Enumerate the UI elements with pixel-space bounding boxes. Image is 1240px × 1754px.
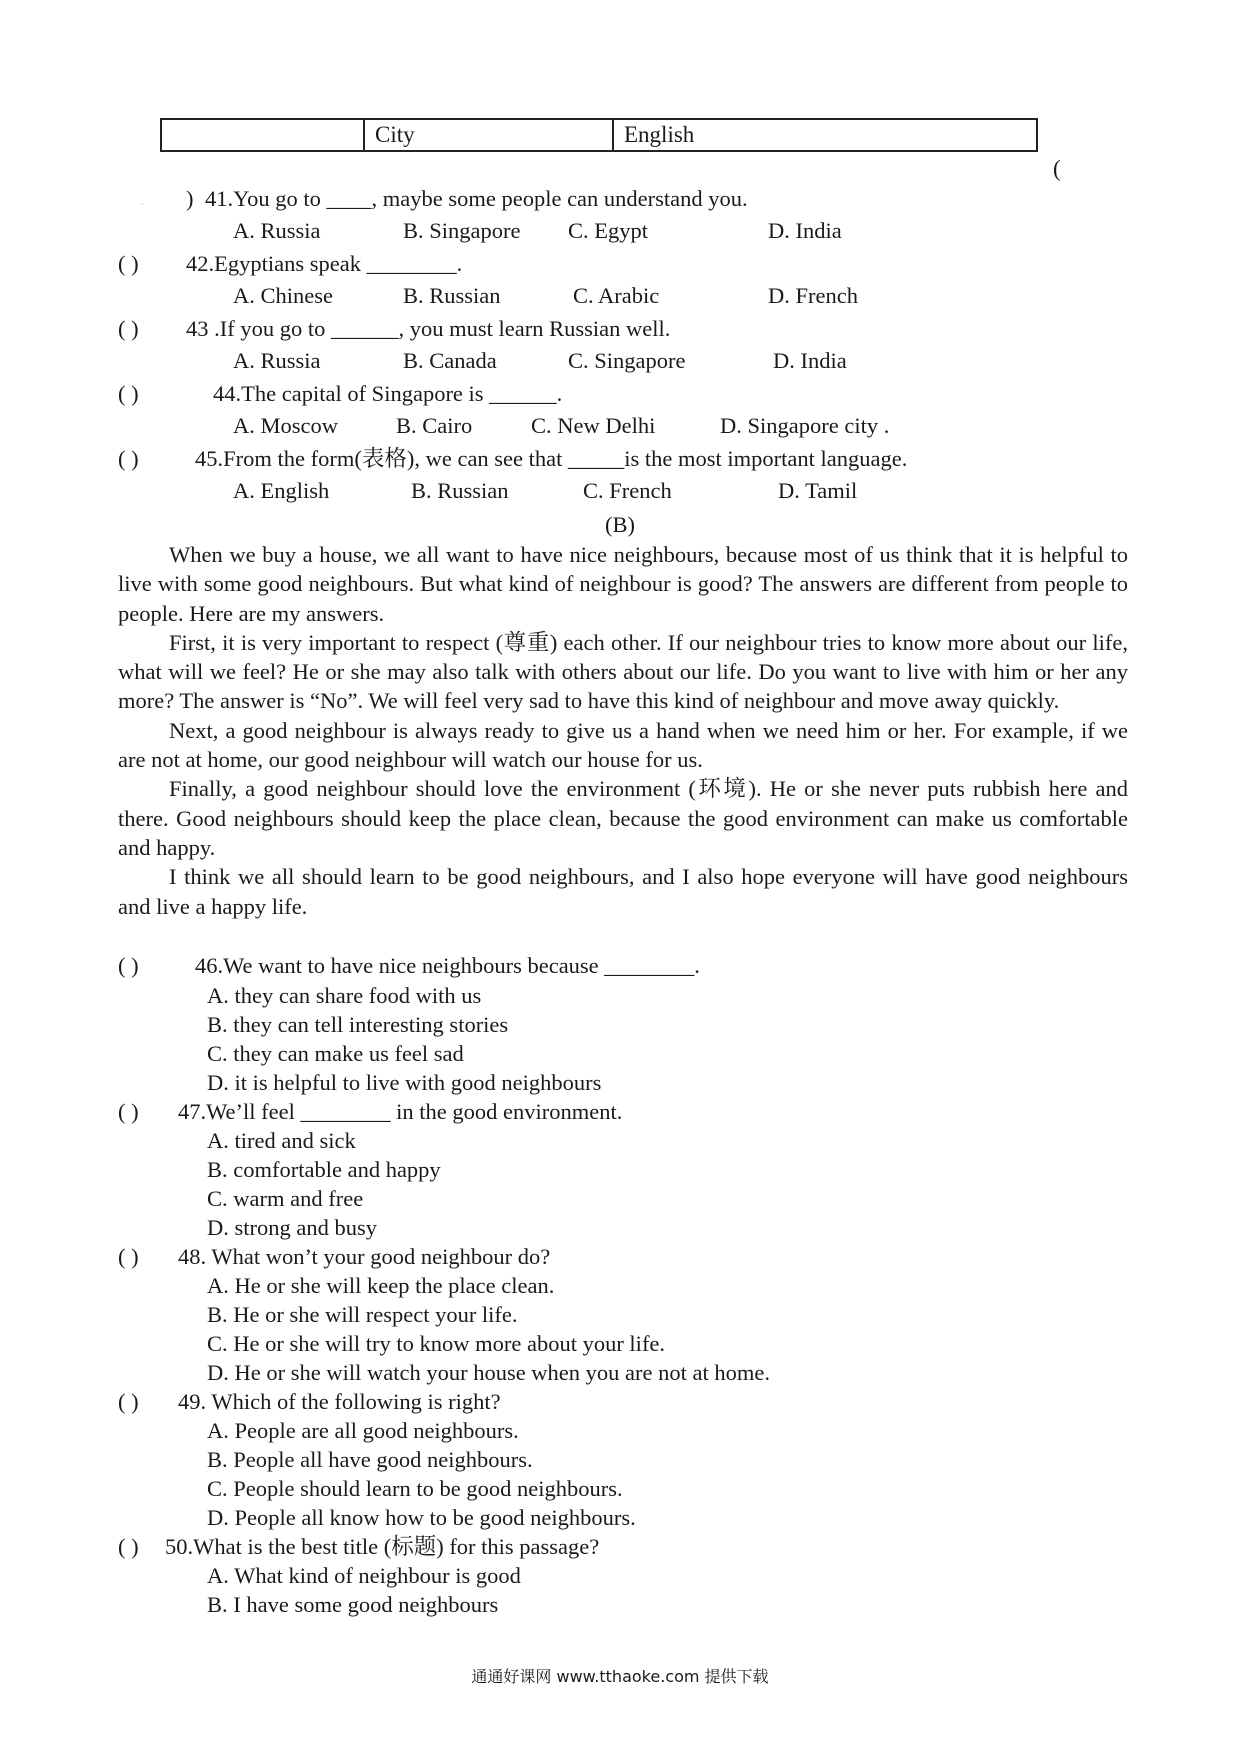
option-b: B. He or she will respect your life. bbox=[207, 1302, 518, 1327]
answer-paren-48: ( ) bbox=[118, 1244, 139, 1269]
option-b: B. Singapore bbox=[403, 218, 521, 243]
page-footer: 通通好课网 www.tthaoke.com 提供下载 bbox=[471, 1667, 769, 1686]
answer-paren-45: ( ) bbox=[118, 446, 139, 471]
option-b: B. Russian bbox=[403, 283, 501, 308]
option-b: B. Cairo bbox=[396, 413, 473, 438]
option-d: D. People all know how to be good neighbours. bbox=[207, 1505, 636, 1530]
reading-passage bbox=[118, 540, 1128, 921]
option-c: C. People should learn to be good neighbours. bbox=[207, 1476, 623, 1501]
passage-paragraph: Finally, a good neighbour should love the environment (环境). He or she never puts rubbish here and there. Good neighbours should keep the place clean, because the good environment can make us comfortable and happy. bbox=[118, 776, 1128, 860]
answer-paren-47: ( ) bbox=[118, 1099, 139, 1124]
option-d: D. strong and busy bbox=[207, 1215, 377, 1240]
question-48-stem: 48. What won’t your good neighbour do? bbox=[178, 1244, 551, 1269]
option-a: A. they can share food with us bbox=[207, 983, 482, 1008]
option-c: C. Arabic bbox=[573, 283, 660, 308]
answer-paren-50: ( ) bbox=[118, 1534, 139, 1559]
option-a: A. Chinese bbox=[233, 283, 333, 308]
table-cell-english: English bbox=[624, 122, 695, 147]
option-d: D. Tamil bbox=[778, 478, 858, 503]
stray-paren: ( bbox=[1053, 156, 1061, 181]
option-a: A. People are all good neighbours. bbox=[207, 1418, 519, 1443]
option-c: C. they can make us feel sad bbox=[207, 1041, 464, 1066]
option-a: A. He or she will keep the place clean. bbox=[207, 1273, 555, 1298]
option-c: C. Egypt bbox=[568, 218, 649, 243]
option-d: D. French bbox=[768, 283, 858, 308]
answer-paren-44: ( ) bbox=[118, 381, 139, 406]
option-b: B. Russian bbox=[411, 478, 509, 503]
option-a: A. Russia bbox=[233, 348, 321, 373]
option-b: B. comfortable and happy bbox=[207, 1157, 441, 1182]
option-d: D. it is helpful to live with good neighbours bbox=[207, 1070, 602, 1095]
answer-paren-41: ) bbox=[186, 186, 194, 211]
answer-paren-42: ( ) bbox=[118, 251, 139, 276]
answer-paren-43: ( ) bbox=[118, 316, 139, 341]
option-b: B. I have some good neighbours bbox=[207, 1592, 499, 1617]
option-a: A. tired and sick bbox=[207, 1128, 356, 1153]
option-a: A. Russia bbox=[233, 218, 321, 243]
option-d: D. India bbox=[768, 218, 842, 243]
passage-paragraph: First, it is very important to respect (尊重) each other. If our neighbour tries to know more about our life, what will we feel? He or she may also talk with others about our life. Do you want to live with him or her any more? The answer is “No”. We will feel very sad to have this kind of neighbour and move away quickly. bbox=[118, 629, 1128, 714]
option-d: D. Singapore city . bbox=[720, 413, 890, 438]
table-cell-city: City bbox=[365, 120, 614, 150]
question-45-stem: 45.From the form(表格), we can see that _____is the most important language. bbox=[195, 446, 908, 471]
question-46-stem: 46.We want to have nice neighbours because ________. bbox=[195, 953, 700, 978]
option-b: B. Canada bbox=[403, 348, 497, 373]
option-c: C. New Delhi bbox=[531, 413, 656, 438]
option-a: A. English bbox=[233, 478, 330, 503]
option-b: B. they can tell interesting stories bbox=[207, 1012, 509, 1037]
language-table-row bbox=[160, 118, 1038, 152]
option-a: A. Moscow bbox=[233, 413, 338, 438]
section-heading-b: (B) bbox=[605, 512, 635, 537]
tiny-mark: · bbox=[141, 200, 144, 209]
option-b: B. People all have good neighbours. bbox=[207, 1447, 533, 1472]
question-47-stem: 47.We’ll feel ________ in the good environment. bbox=[178, 1099, 623, 1124]
answer-paren-46: ( ) bbox=[118, 953, 139, 978]
option-c: C. warm and free bbox=[207, 1186, 364, 1211]
option-c: C. He or she will try to know more about your life. bbox=[207, 1331, 666, 1356]
passage-paragraph: I think we all should learn to be good neighbours, and I also hope everyone will have good neighbours and live a happy life. bbox=[118, 864, 1128, 919]
option-a: A. What kind of neighbour is good bbox=[207, 1563, 521, 1588]
question-41-stem: 41.You go to ____, maybe some people can understand you. bbox=[205, 186, 748, 211]
question-44-stem: 44.The capital of Singapore is ______. bbox=[213, 381, 563, 406]
option-d: D. He or she will watch your house when you are not at home. bbox=[207, 1360, 770, 1385]
option-c: C. Singapore bbox=[568, 348, 686, 373]
question-49-stem: 49. Which of the following is right? bbox=[178, 1389, 501, 1414]
question-42-stem: 42.Egyptians speak ________. bbox=[186, 251, 463, 276]
passage-paragraph: When we buy a house, we all want to have nice neighbours, because most of us think that it is helpful to live with some good neighbours. But what kind of neighbour is good? The answers are different from people to people. Here are my answers. bbox=[118, 542, 1128, 626]
option-d: D. India bbox=[773, 348, 847, 373]
question-50-stem: 50.What is the best title (标题) for this passage? bbox=[165, 1534, 600, 1559]
answer-paren-49: ( ) bbox=[118, 1389, 139, 1414]
question-43-stem: 43 .If you go to ______, you must learn Russian well. bbox=[186, 316, 671, 341]
option-c: C. French bbox=[583, 478, 672, 503]
passage-paragraph: Next, a good neighbour is always ready to give us a hand when we need him or her. For example, if we are not at home, our good neighbour will watch our house for us. bbox=[118, 717, 1128, 773]
table-cell-country bbox=[162, 120, 365, 150]
